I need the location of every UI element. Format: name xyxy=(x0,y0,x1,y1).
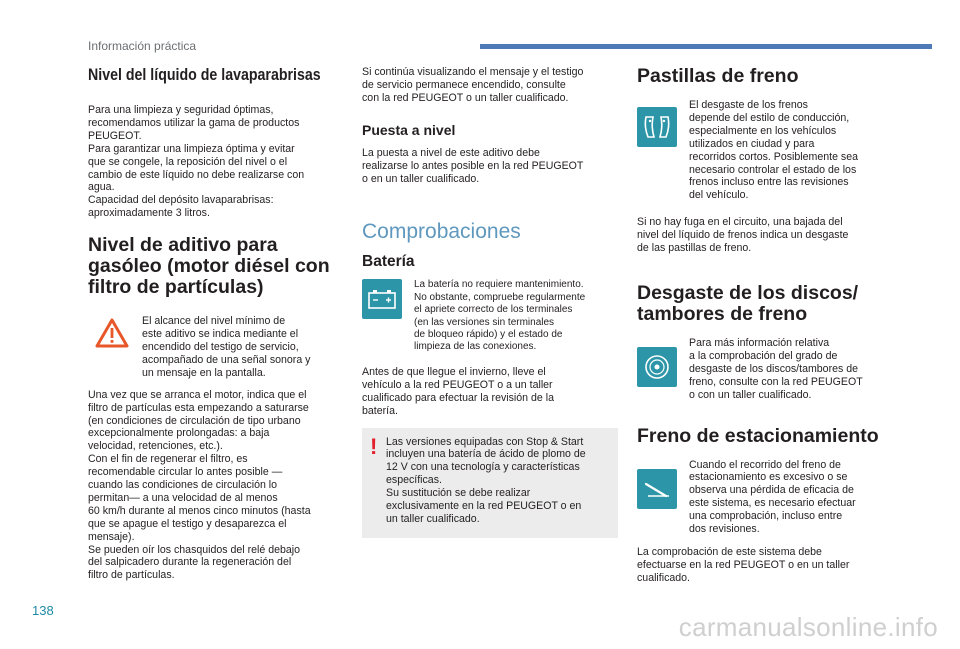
section-header-label: Información práctica xyxy=(88,39,197,53)
parking-brake-info xyxy=(637,459,889,536)
parking-brake-icon xyxy=(637,469,677,509)
brake-discs-info xyxy=(637,337,889,402)
battery-icon xyxy=(362,279,402,319)
brake-pads-icon-text: El desgaste de los frenos depende del estilo de conducción, especialmente en los vehículos utilizados en ciudad y para recorridos cortos. Posiblemente sea necesario controlar el estado de los frenos incluso entre las revisiones del vehículo. xyxy=(689,99,858,202)
stop-start-note-text: Las versiones equipadas con Stop & Start incluyen una batería de ácido de plomo de 12 V con una tecnología y características específicas. Su sustitución se debe realizar exclusivamente en la red PEUGEOT o en un taller cualificado. xyxy=(386,435,586,525)
warning-triangle-icon xyxy=(94,317,130,349)
parking-brake-text: La comprobación de este sistema debe efectuarse en la red PEUGEOT o en un taller cualificado. xyxy=(637,545,850,584)
page-number: 138 xyxy=(32,603,54,618)
continue-text: Si continúa visualizando el mensaje y el testigo de servicio permanece encendido, consulte con la red PEUGEOT o un taller cualificado. xyxy=(362,66,584,104)
additive-title: Nivel de aditivo para gasóleo (motor diésel con filtro de partículas) xyxy=(88,234,330,299)
watermark: carmanualsonline.info xyxy=(678,612,938,642)
brake-pads-info xyxy=(637,99,889,202)
reset-title: Puesta a nivel xyxy=(362,121,456,138)
checks-title: Comprobaciones xyxy=(362,220,521,244)
additive-warning-text: El alcance del nivel mínimo de este aditivo se indica mediante el encendido del testigo de servicio, acompañado de una señal sonora y un mensaje en la pantalla. xyxy=(142,315,311,379)
parking-brake-icon-text: Cuando el recorrido del freno de estacionamiento es excesivo o se observa una pérdida de eficacia de este sistema, es necesario efectuar una comprobación, incluso entre dos revisiones. xyxy=(689,458,856,536)
brake-pads-text: Si no hay fuga en el circuito, una bajada del nivel del líquido de frenos indica un desgaste de las pastillas de freno. xyxy=(637,216,849,255)
washer-fluid-title: Nivel del líquido de lavaparabrisas xyxy=(88,66,321,84)
brake-discs-title: Desgaste de los discos/ tambores de freno xyxy=(637,281,859,325)
brake-pads-title: Pastillas de freno xyxy=(637,65,799,87)
exclamation-icon: ! xyxy=(370,433,378,459)
battery-title: Batería xyxy=(362,253,415,271)
brake-pads-icon xyxy=(637,107,677,147)
parking-brake-title: Freno de estacionamiento xyxy=(637,424,879,447)
reset-text: La puesta a nivel de este aditivo debe realizarse lo antes posible en la red PEUGEOT o en un taller cualificado. xyxy=(362,146,584,185)
column-left xyxy=(88,66,346,582)
additive-text: Una vez que se arranca el motor, indica que el filtro de partículas esta empezando a saturarse (en condiciones de circulación de tipo urbano excepcionalmente prolongadas: a baja velocidad, retenciones, etc.). Con el fin de regenerar el filtro, es recomendable circular lo antes posible — cuando las condiciones de circulación lo permitan— a una velocidad de al menos 60 km/h durante al menos cinco minutos (hasta que se apague el testigo y desaparezca el mensaje). Se pueden oír los chasquidos del relé debajo del salpicadero durante la regeneración del filtro de partículas. xyxy=(88,388,311,582)
washer-fluid-text: Para una limpieza y seguridad óptimas, recomendamos utilizar la gama de productos PEUGEOT. Para garantizar una limpieza óptima y evitar que se congele, la reposición del nivel o el cambio de este líquido no debe realizarse con agua. Capacidad del depósito lavaparabrisas: aproximadamente 3 litros. xyxy=(88,104,305,220)
battery-info xyxy=(362,279,618,353)
battery-icon-text: La batería no requiere mantenimiento. No obstante, compruebe regularmente el apriete correcto de los terminales (en las versiones sin terminales de bloqueo rápido) y el estado de limpieza de las conexiones. xyxy=(414,279,586,353)
battery-text: Antes de que llegue el invierno, lleve el vehículo a la red PEUGEOT o a un taller cualificado para efectuar la revisión de la batería. xyxy=(362,365,554,417)
brake-discs-icon-text: Para más información relativa a la comprobación del grado de desgaste de los discos/tambores de freno, consulte con la red PEUGEOT o con un taller cualificado. xyxy=(689,336,863,401)
brake-disc-icon xyxy=(637,347,677,387)
header-bar xyxy=(480,44,932,49)
additive-warning xyxy=(88,315,346,380)
column-right xyxy=(637,66,889,585)
stop-start-note xyxy=(362,428,618,538)
column-middle xyxy=(362,66,618,538)
